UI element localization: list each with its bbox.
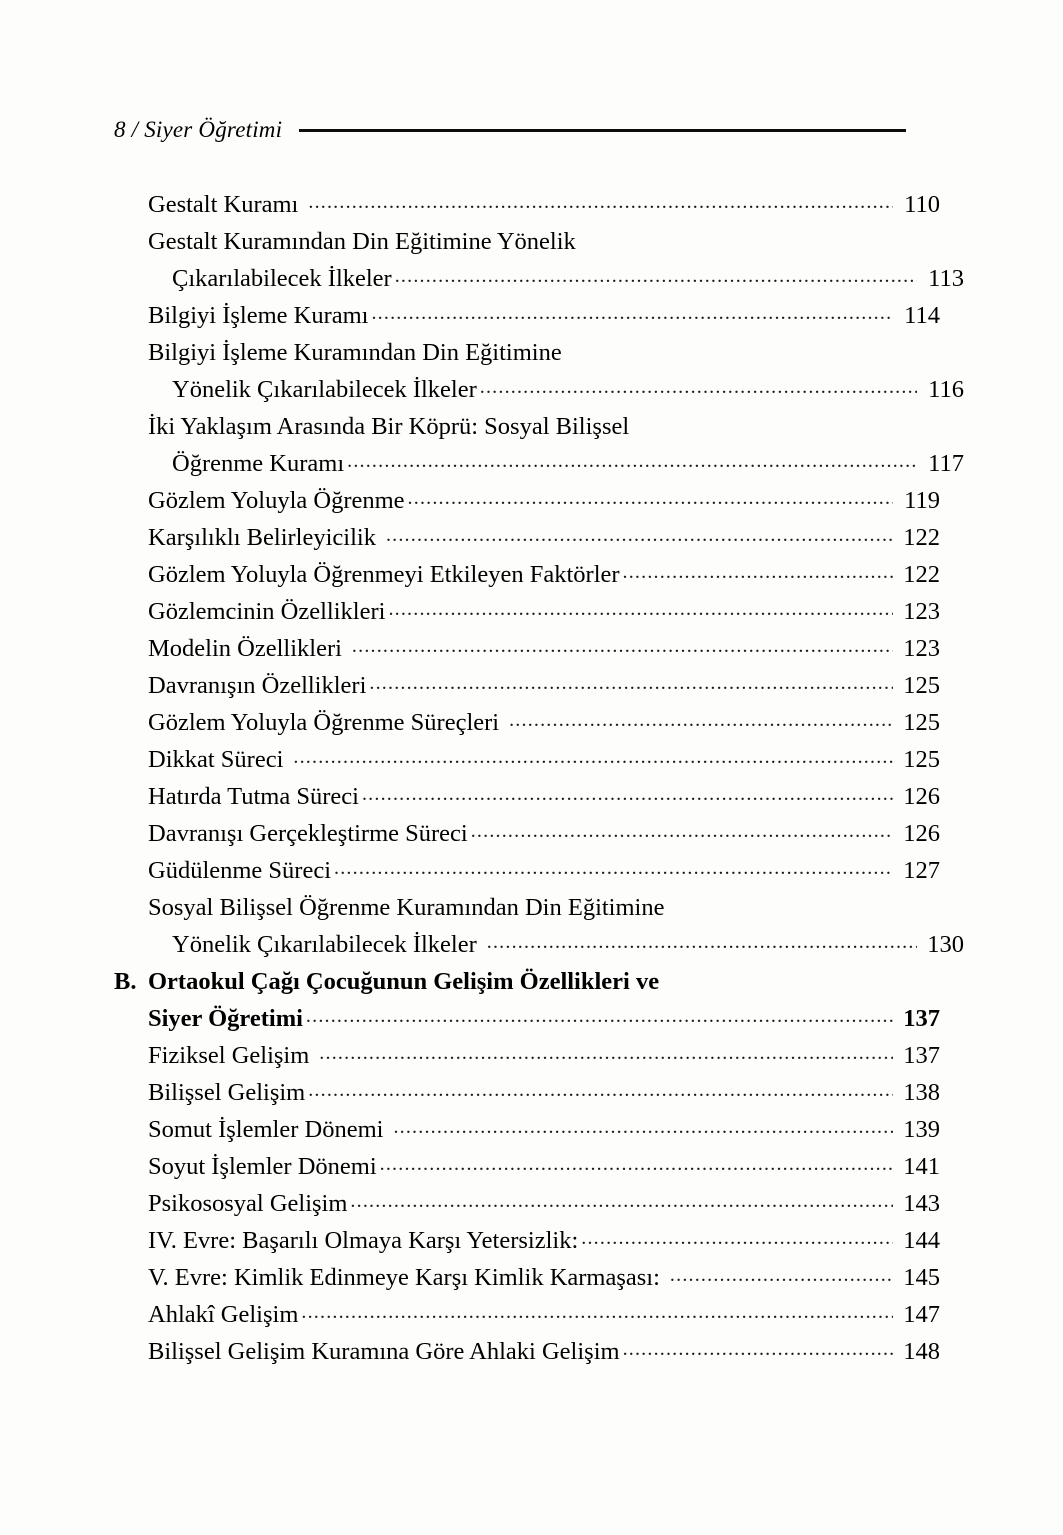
toc-page-number: 125	[903, 672, 940, 699]
toc-entry-title: Fiziksel Gelişim	[148, 1042, 310, 1069]
dot-leader	[380, 1150, 893, 1175]
dot-leader	[308, 1076, 893, 1101]
dot-leader	[395, 262, 917, 287]
toc-page-number: 123	[903, 598, 940, 625]
dot-leader	[301, 1298, 893, 1323]
header-rule	[299, 129, 906, 132]
toc-entry-line[interactable]	[114, 963, 906, 1000]
dot-leader	[350, 1187, 893, 1212]
toc-entry-line[interactable]	[114, 1037, 940, 1074]
toc-entry	[114, 260, 964, 297]
toc-entry	[114, 186, 940, 223]
toc-entry-line[interactable]	[114, 1259, 940, 1296]
toc-entry	[114, 1296, 940, 1333]
toc-entry-title: İki Yaklaşım Arasında Bir Köprü: Sosyal Bilişsel	[148, 413, 630, 440]
toc-entry	[114, 1222, 940, 1259]
toc-entry-title: Somut İşlemler Dönemi	[148, 1116, 384, 1143]
toc-entry	[114, 741, 940, 778]
toc-page-number: 126	[903, 783, 940, 810]
dot-leader	[306, 1002, 893, 1027]
toc-page-number: 147	[903, 1301, 940, 1328]
toc-entry-line[interactable]	[114, 926, 964, 963]
toc-entry	[114, 1259, 940, 1296]
dot-leader	[408, 484, 893, 509]
toc-entry	[114, 630, 940, 667]
toc-entry-line[interactable]	[114, 704, 940, 741]
toc-entry-line[interactable]	[114, 778, 940, 815]
toc-entry-title: Gözlem Yoluyla Öğrenme	[148, 487, 405, 514]
toc-entry-line[interactable]	[114, 741, 940, 778]
dot-leader	[334, 854, 893, 879]
toc-entry-title: Dikkat Süreci	[148, 746, 284, 773]
dot-leader	[319, 1039, 893, 1064]
toc-page-number: 122	[903, 524, 940, 551]
toc-entry-title: Modelin Özellikleri	[148, 635, 342, 662]
toc-entry	[114, 926, 964, 963]
toc-page-number: 143	[903, 1190, 940, 1217]
dot-leader	[471, 817, 893, 842]
toc-entry-line[interactable]	[114, 1222, 940, 1259]
toc-entry	[114, 371, 964, 408]
toc-entry-line[interactable]	[114, 1148, 940, 1185]
toc-page-number: 145	[903, 1264, 940, 1291]
toc-page-number: 125	[903, 709, 940, 736]
toc-page-number: 114	[904, 302, 940, 329]
toc-page-number: 116	[928, 376, 964, 403]
toc-entry-line[interactable]	[114, 1000, 940, 1037]
toc-entry-line[interactable]	[114, 371, 964, 408]
toc-entry-title: Gözlem Yoluyla Öğrenme Süreçleri	[148, 709, 500, 736]
toc-page-number: 127	[903, 857, 940, 884]
toc-entry-title: Bilgiyi İşleme Kuramından Din Eğitimine	[148, 339, 562, 366]
toc-entry-title: Bilişsel Gelişim	[148, 1079, 306, 1106]
toc-page-number: 125	[903, 746, 940, 773]
dot-leader	[623, 558, 893, 583]
table-of-contents	[114, 186, 964, 1370]
toc-page-number: 144	[903, 1227, 940, 1254]
toc-entry-line[interactable]	[114, 260, 964, 297]
toc-entry-line[interactable]	[114, 1111, 940, 1148]
toc-entry	[114, 297, 940, 334]
dot-leader	[509, 706, 893, 731]
dot-leader	[369, 669, 893, 694]
toc-entry-line[interactable]	[114, 1185, 940, 1222]
toc-entry-line[interactable]	[114, 445, 964, 482]
dot-leader	[581, 1224, 893, 1249]
toc-page-number: 117	[928, 450, 964, 477]
toc-entry-title: Güdülenme Süreci	[148, 857, 332, 884]
toc-entry-line[interactable]	[114, 556, 940, 593]
toc-entry-title: Gestalt Kuramından Din Eğitimine Yönelik	[148, 228, 576, 255]
toc-entry-line[interactable]	[114, 519, 940, 556]
toc-page-number: 126	[903, 820, 940, 847]
dot-leader	[480, 373, 917, 398]
toc-entry	[114, 1111, 940, 1148]
toc-entry-line[interactable]	[114, 630, 940, 667]
toc-entry-title: Gözlem Yoluyla Öğrenmeyi Etkileyen Faktörler	[148, 561, 620, 588]
toc-entry-line[interactable]	[114, 593, 940, 630]
dot-leader	[347, 447, 917, 472]
dot-leader	[670, 1261, 893, 1286]
toc-entry	[114, 593, 940, 630]
toc-entry	[114, 334, 906, 371]
toc-entry	[114, 704, 940, 741]
toc-entry	[114, 667, 940, 704]
toc-page-number: 141	[903, 1153, 940, 1180]
toc-entry-line[interactable]	[114, 815, 940, 852]
toc-page-number: 130	[927, 931, 964, 958]
toc-entry-title: Sosyal Bilişsel Öğrenme Kuramından Din Eğitimine	[148, 894, 665, 921]
toc-entry-title: IV. Evre: Başarılı Olmaya Karşı Yetersizlik:	[148, 1227, 579, 1254]
toc-entry-line[interactable]	[114, 334, 940, 371]
toc-entry	[114, 1074, 940, 1111]
toc-entry-line[interactable]	[114, 297, 940, 334]
toc-entry-line[interactable]	[114, 1074, 940, 1111]
toc-entry	[114, 1333, 940, 1370]
toc-entry-title: Bilişsel Gelişim Kuramına Göre Ahlaki Gelişim	[148, 1338, 620, 1365]
toc-entry-title: Ortaokul Çağı Çocuğunun Gelişim Özellikleri ve	[148, 968, 660, 995]
toc-entry-title: Davranışı Gerçekleştirme Süreci	[148, 820, 468, 847]
dot-leader	[308, 188, 893, 213]
dot-leader	[352, 632, 893, 657]
toc-page-number: 137	[903, 1005, 940, 1032]
toc-entry	[114, 778, 940, 815]
dot-leader	[293, 743, 893, 768]
toc-entry	[114, 408, 906, 445]
toc-entry	[114, 519, 940, 556]
toc-entry-line[interactable]	[114, 1296, 940, 1333]
toc-entry	[114, 1185, 940, 1222]
toc-page-number: 119	[904, 487, 940, 514]
dot-leader	[371, 299, 893, 324]
toc-page-number: 137	[903, 1042, 940, 1069]
toc-entry-line[interactable]	[114, 667, 940, 704]
toc-entry-title: Öğrenme Kuramı	[172, 450, 345, 477]
toc-entry	[114, 815, 940, 852]
toc-entry	[114, 963, 906, 1000]
toc-entry-title: Siyer Öğretimi	[148, 1005, 303, 1032]
dot-leader	[623, 1335, 893, 1360]
toc-entry	[114, 1148, 940, 1185]
toc-entry-title: Yönelik Çıkarılabilecek İlkeler	[172, 376, 477, 403]
toc-entry-title: Yönelik Çıkarılabilecek İlkeler	[172, 931, 477, 958]
toc-entry	[114, 1000, 940, 1037]
dot-leader	[386, 521, 893, 546]
toc-page-number: 148	[903, 1338, 940, 1365]
toc-entry-title: Soyut İşlemler Dönemi	[148, 1153, 377, 1180]
toc-page-number: 123	[903, 635, 940, 662]
toc-entry-title: V. Evre: Kimlik Edinmeye Karşı Kimlik Karmaşası:	[148, 1264, 660, 1291]
dot-leader	[487, 928, 917, 953]
page-folio: 8 / Siyer Öğretimi	[114, 116, 283, 142]
toc-entry-title: Davranışın Özellikleri	[148, 672, 367, 699]
toc-page-number: 110	[904, 191, 940, 218]
running-header	[114, 112, 906, 146]
toc-entry-line[interactable]	[114, 482, 940, 519]
toc-entry-title: Hatırda Tutma Süreci	[148, 783, 359, 810]
toc-entry-line[interactable]	[114, 408, 940, 445]
toc-entry-line[interactable]	[114, 1333, 940, 1370]
toc-entry	[114, 889, 906, 926]
toc-entry-title: Bilgiyi İşleme Kuramı	[148, 302, 369, 329]
toc-entry	[114, 1037, 940, 1074]
toc-entry-title: Psikososyal Gelişim	[148, 1190, 348, 1217]
dot-leader	[362, 780, 893, 805]
toc-entry-line[interactable]	[114, 852, 940, 889]
toc-entry	[114, 223, 906, 260]
toc-entry	[114, 482, 940, 519]
toc-page-number: 122	[903, 561, 940, 588]
toc-page-number: 113	[928, 265, 964, 292]
toc-entry-title: Karşılıklı Belirleyicilik	[148, 524, 376, 551]
dot-leader	[388, 595, 893, 620]
toc-page-number: 138	[903, 1079, 940, 1106]
toc-entry	[114, 852, 940, 889]
toc-entry	[114, 445, 964, 482]
toc-section-letter: B.	[114, 968, 137, 995]
toc-page-number: 139	[903, 1116, 940, 1143]
toc-entry-line[interactable]	[114, 889, 940, 926]
toc-entry-line[interactable]	[114, 186, 940, 223]
toc-entry-title: Gestalt Kuramı	[148, 191, 299, 218]
toc-entry-title: Ahlakî Gelişim	[148, 1301, 299, 1328]
toc-entry	[114, 556, 940, 593]
toc-entry-title: Çıkarılabilecek İlkeler	[172, 265, 392, 292]
toc-entry-title: Gözlemcinin Özellikleri	[148, 598, 386, 625]
toc-entry-line[interactable]	[114, 223, 940, 260]
dot-leader	[393, 1113, 893, 1138]
